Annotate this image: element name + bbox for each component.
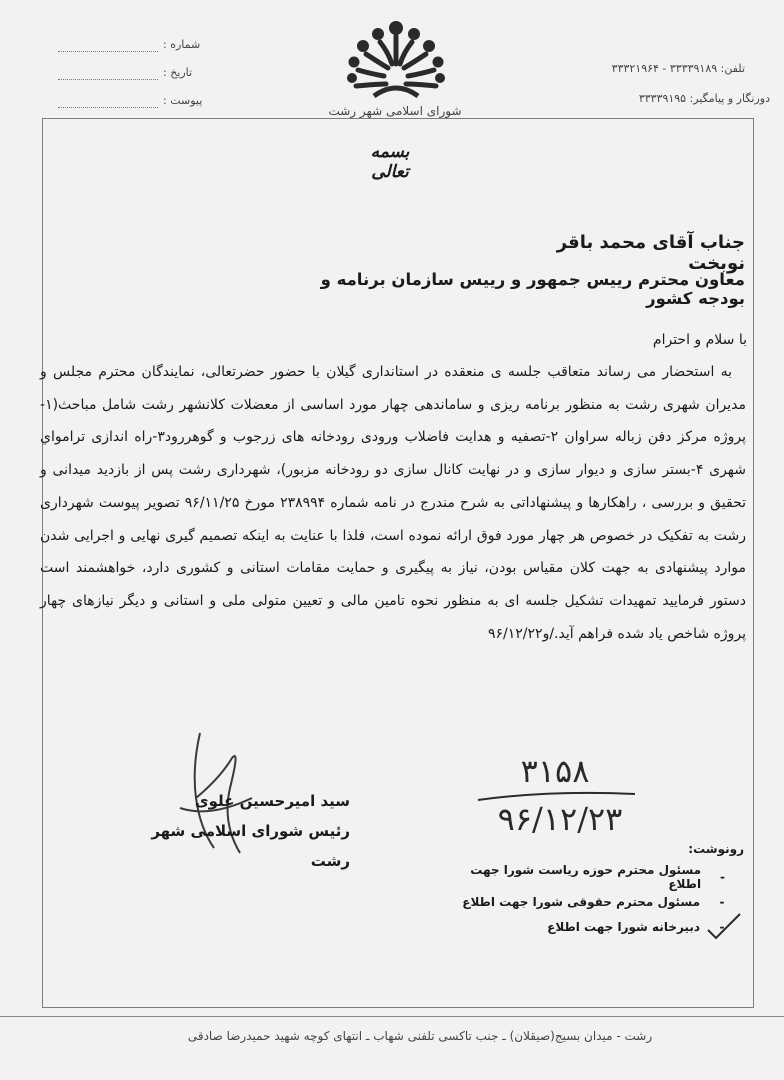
cc-dash: -	[719, 894, 725, 909]
addressee-name: جناب آقای محمد باقر نوبخت	[556, 232, 745, 274]
checkmark-icon	[706, 912, 742, 942]
council-name: شورای اسلامی شهر رشت	[300, 104, 490, 118]
cc-item-text: مسئول محترم حقوقی شورا جهت اطلاع	[462, 894, 700, 909]
handwritten-underline-icon	[470, 752, 640, 852]
fax-text: دورنگار و پیامگیر: ۳۳۳۳۹۱۹۵	[638, 92, 770, 105]
cc-title: رونوشت:	[688, 842, 744, 856]
cc-dash: -	[719, 919, 725, 934]
handwritten-date: ۹۶/۱۲/۲۳	[497, 800, 623, 838]
addressee-title: معاون محترم رییس جمهور و رییس سازمان برنامه و بودجه کشور	[320, 270, 745, 308]
cc-item	[440, 864, 744, 889]
phone-text: تلفن: ۳۳۳۳۹۱۸۹ - ۳۳۳۲۱۹۶۴	[611, 62, 745, 75]
cc-item	[440, 914, 744, 939]
number-line	[58, 50, 158, 52]
attachment-label: پیوست :	[163, 94, 203, 107]
cc-item	[440, 889, 744, 914]
signature-block	[130, 786, 350, 876]
footer-rule	[0, 1016, 784, 1017]
signer-name: سید امیرحسین علوی	[194, 792, 350, 810]
greeting: با سلام و احترام	[652, 332, 747, 348]
besm-heading: بسمه تعالی	[370, 142, 410, 182]
cc-item-text: دبیرخانه شورا جهت اطلاع	[547, 919, 700, 934]
signer-title: رئیس شورای اسلامی شهر رشت	[151, 822, 350, 870]
cc-item-text: مسئول محترم حوزه ریاست شورا جهت اطلاع	[470, 862, 702, 891]
date-line	[58, 78, 158, 80]
cc-dash: -	[720, 869, 726, 884]
letter-body	[40, 356, 746, 650]
footer-address: رشت - میدان بسیج(صیقلان) ـ جنب تاکسی تلفنی شهاب ـ انتهای کوچه شهید حمیدرضا صادقی	[187, 1029, 653, 1043]
number-label: شماره :	[163, 38, 201, 51]
body-paragraph: به استحضار می رساند متعاقب جلسه ی منعقده در استانداری گیلان با حضور حضرتعالی، نمایندگان محترم مجلس و مدیران شهری رشت به منظور برنامه ریزی و ساماندهی چهار مورد اساسی از معضلات کلانشهر رشت شامل مباحث(۱-پروژه مرکز دفن زباله سراوان ۲-تصفیه و هدایت فاضلاب ورودی رودخانه های زرجوب و گوهررود۳-راه اندازی ترامواي شهری ۴-بستر سازی و دیوار سازی و در نهایت کانال سازی دو رودخانه مزبور)، شهرداری رشت پس از بازدید میدانی و تحقیق و بررسی ، راهکارها و پیشنهاداتی به شرح مندرج در نامه شماره ۲۳۸۹۹۴ مورخ ۹۶/۱۱/۲۵ تصویر پیوست شهرداری رشت به تفکیک در خصوص هر چهار مورد فوق ارائه نموده است، فلذا با عنایت به اینکه تصمیم گیری نهایی و اجرایی شدن موارد پیشنهادی به جهت کلان مقیاس بودن، نیاز به پیگیری و حمایت مقامات استانی و کشوری دارد، خواهشمند است دستور فرمایید تمهیدات تشکیل جلسه ای به منظور نحوه تامین مالی و تعیین متولی ملی و استانی و دیگر نیازهای چهار پروژه شاخص یاد شده فراهم آید./و۹۶/۱۲/۲۲	[40, 364, 747, 642]
date-label: تاریخ :	[163, 66, 193, 79]
cc-block	[440, 842, 744, 939]
council-logo-icon	[336, 18, 456, 104]
handwritten-registration	[470, 752, 640, 852]
handwritten-number: ۳۱۵۸	[520, 752, 590, 790]
attachment-line	[58, 106, 158, 108]
